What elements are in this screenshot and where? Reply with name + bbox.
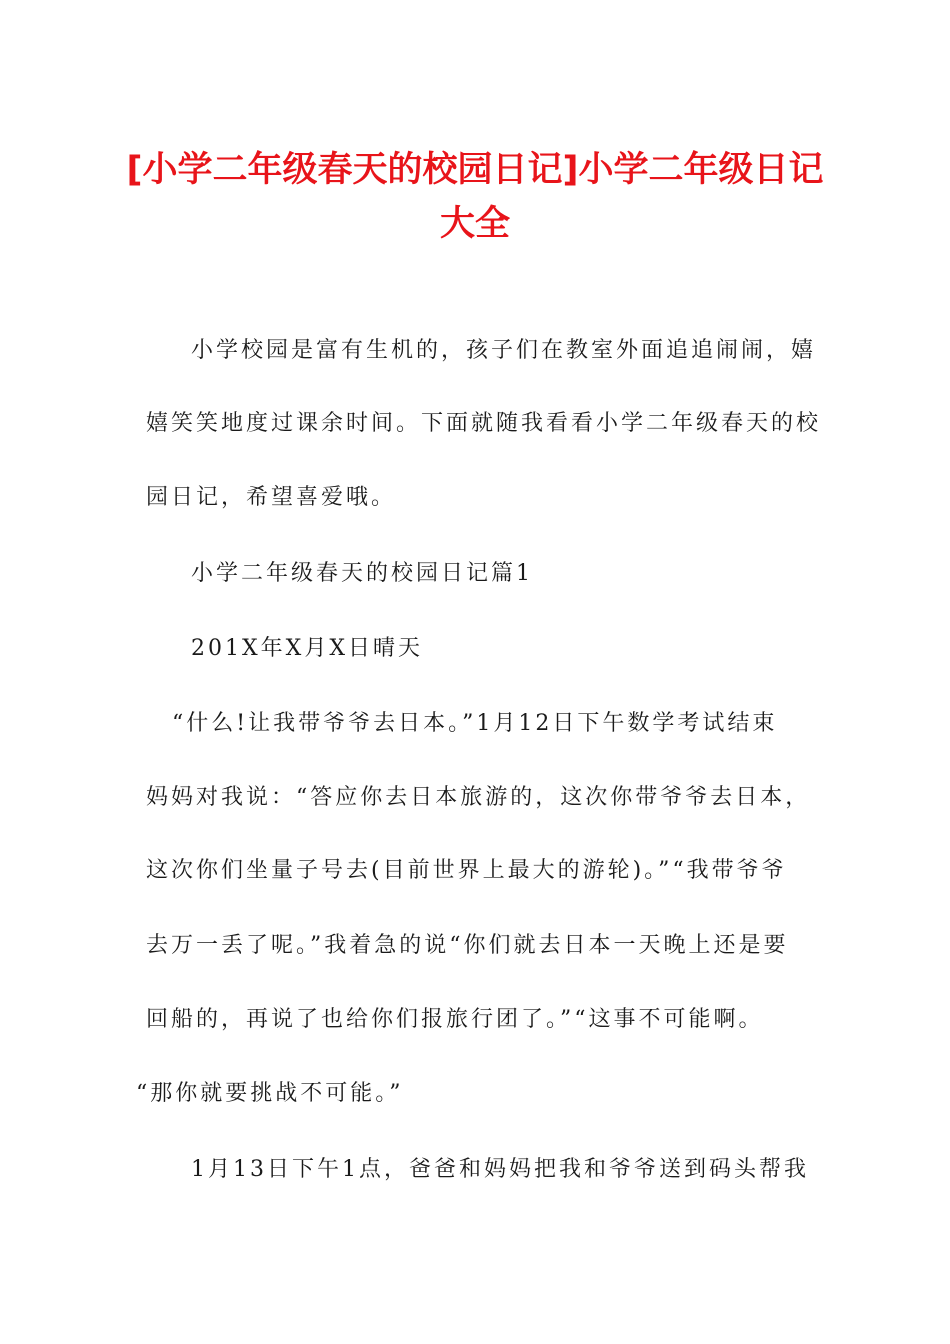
paragraph-line: 1月13日下午1点，爸爸和妈妈把我和爷爷送到码头帮我 [191,1157,809,1182]
paragraph-line: “什么!让我带爷爷去日本。”1月12日下午数学考试结束 [172,711,778,736]
paragraph-line: 园日记，希望喜爱哦。 [146,485,397,510]
paragraph-line: 嬉笑笑地度过课余时间。下面就随我看看小学二年级春天的校 [146,411,822,436]
paragraph-line: 这次你们坐量子号去(目前世界上最大的游轮)。”“我带爷爷 [146,858,787,883]
paragraph-line: “那你就要挑战不可能。” [136,1081,404,1106]
paragraph-line: 去万一丢了呢。”我着急的说“你们就去日本一天晚上还是要 [146,933,789,958]
date-line: 201X年X月X日晴天 [191,636,423,661]
document-title: [小学二年级春天的校园日记]小学二年级日记大全 [126,150,824,244]
section-heading: 小学二年级春天的校园日记篇1 [191,561,533,586]
paragraph-line: 小学校园是富有生机的，孩子们在教室外面追追闹闹，嬉 [191,338,817,363]
paragraph-line: 回船的，再说了也给你们报旅行团了。”“这事不可能啊。 [146,1007,764,1032]
paragraph-line: 妈妈对我说：“答应你去日本旅游的，这次你带爷爷去日本， [146,785,811,810]
